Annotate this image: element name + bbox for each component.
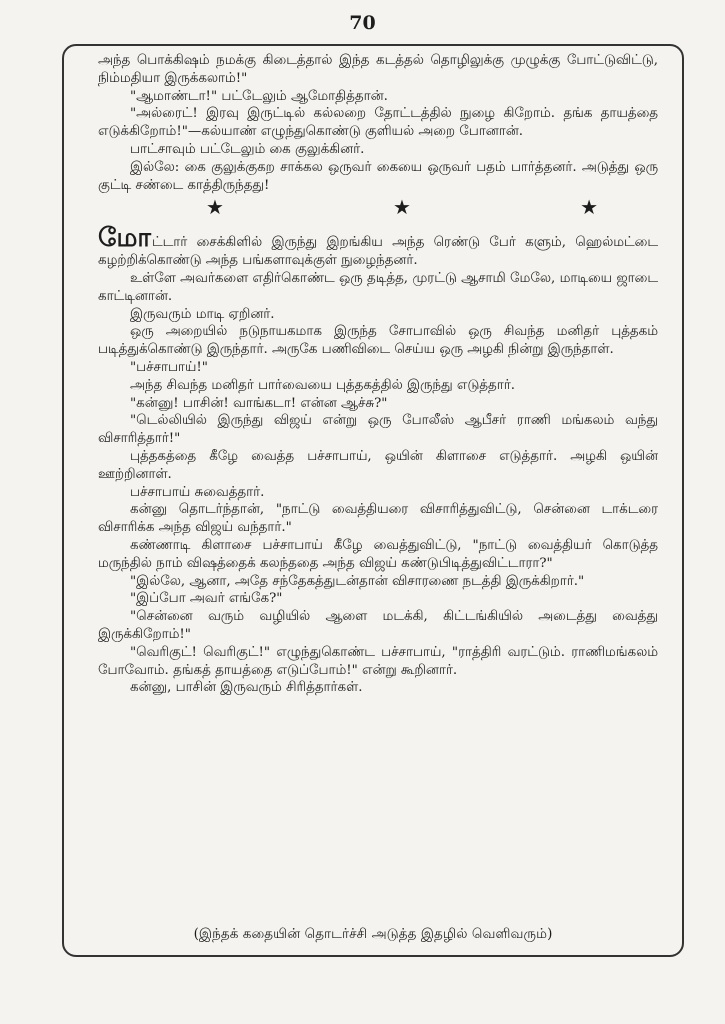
continuation-note: (இந்தக் கதையின் தொடர்ச்சி அடுத்த இதழில் வெளிவரும்) [193, 926, 553, 942]
page-number: 70 [349, 12, 376, 34]
paragraph: அந்த பொக்கிஷம் நமக்கு கிடைத்தால் இந்த கடத்தல் தொழிலுக்கு முழுக்கு போட்டுவிட்டு, நிம்மதியா இருக்கலாம்!" [98, 53, 658, 86]
drop-cap: மோ [98, 223, 152, 254]
paragraph: "அல்ரைட்! இரவு இருட்டில் கல்லறை தோட்டத்தில் நுழை கிறோம். தங்க தாயத்தை எடுக்கிறோம்!"—கல்யாண் எழுந்துகொண்டு குளியல் அறை போனான். [98, 106, 658, 140]
paragraph: "இப்போ அவர் எங்கே?" [130, 591, 283, 607]
star-icon: ★ [206, 195, 224, 220]
star-icon: ★ [580, 195, 598, 220]
paragraph [98, 223, 658, 270]
paragraph: பச்சாபாய் சுவைத்தார். [130, 484, 265, 500]
paragraph: "பச்சாபாய்!" [130, 359, 208, 375]
paragraph: இல்லே: கை குலுக்குகற சாக்கல ஒருவர் கையை ஒருவர் பதம் பார்த்தனர். அடுத்து ஒரு குட்டி சண்டை காத்திருந்தது! [98, 159, 658, 193]
paragraph: "இல்லே, ஆனா, அதே சந்தேகத்துடன்தான் விசாரணை நடத்தி இருக்கிறார்." [130, 573, 585, 589]
section-divider [98, 194, 658, 218]
paragraph: ஒரு அறையில் நடுநாயகமாக இருந்த சோபாவில் ஒரு சிவந்த மனிதர் புத்தகம் படித்துக்கொண்டு இருந்தார். அருகே பணிவிடை செய்ய ஒரு அழகி நின்று இருந்தாள். [98, 324, 658, 358]
paragraph: பாட்சாவும் பட்டேலும் கை குலுக்கினர். [130, 141, 365, 157]
paragraph: "டெல்லியில் இருந்து விஜய் என்று ஒரு போலீஸ் ஆபீசர் ராணி மங்கலம் வந்து விசாரித்தார்!" [98, 413, 658, 447]
paragraph: உள்ளே அவர்களை எதிர்கொண்ட ஒரு தடித்த, முரட்டு ஆசாமி மேலே, மாடியை ஜாடை காட்டினான். [98, 270, 658, 304]
paragraph: "கன்னு! பாசின்! வாங்கடா! என்ன ஆச்சு?" [130, 395, 388, 411]
paragraph: "வெரிகுட்! வெரிகுட்!" எழுந்துகொண்ட பச்சாபாய், "ராத்திரி வரட்டும். ராணிமங்கலம் போவோம். தங்கத் தாயத்தை எடுப்போம்!" என்று கூறினார். [98, 644, 658, 678]
paragraph: "சென்னை வரும் வழியில் ஆளை மடக்கி, கிட்டங்கியில் அடைத்து வைத்து இருக்கிறோம்!" [98, 609, 658, 642]
story-text [98, 52, 658, 697]
paragraph: புத்தகத்தை கீழே வைத்த பச்சாபாய், ஒயின் கிளாசை எடுத்தார். அழகி ஒயின் ஊற்றினாள். [98, 448, 658, 482]
paragraph: "ஆமாண்டா!" பட்டேலும் ஆமோதித்தான். [130, 88, 388, 104]
paragraph: இருவரும் மாடி ஏறினர். [130, 306, 275, 322]
paragraph: கன்னு, பாசின் இருவரும் சிரித்தார்கள். [130, 680, 363, 696]
paragraph: கன்னு தொடர்ந்தான், "நாட்டு வைத்தியரை விசாரித்துவிட்டு, சென்னை டாக்டரை விசாரிக்க அந்த விஜய் வந்தார்." [98, 502, 658, 536]
paragraph: கண்ணாடி கிளாசை பச்சாபாய் கீழே வைத்துவிட்டு, "நாட்டு வைத்தியர் கொடுத்த மருந்தில் நாம் விஷத்தைக் கலந்ததை அந்த விஜய் கண்டுபிடித்துவிட்டாரா?" [98, 537, 658, 571]
paragraph: அந்த சிவந்த மனிதர் பார்வையை புத்தகத்தில் இருந்து எடுத்தார். [130, 377, 515, 393]
paragraph-text: ட்டார் சைக்கிளில் இருந்து இறங்கிய அந்த ரெண்டு பேர் களும், ஹெல்மட்டை கழற்றிக்கொண்டு அந்த பங்களாவுக்குள் நுழைந்தனர். [98, 235, 658, 269]
star-icon: ★ [393, 195, 411, 220]
